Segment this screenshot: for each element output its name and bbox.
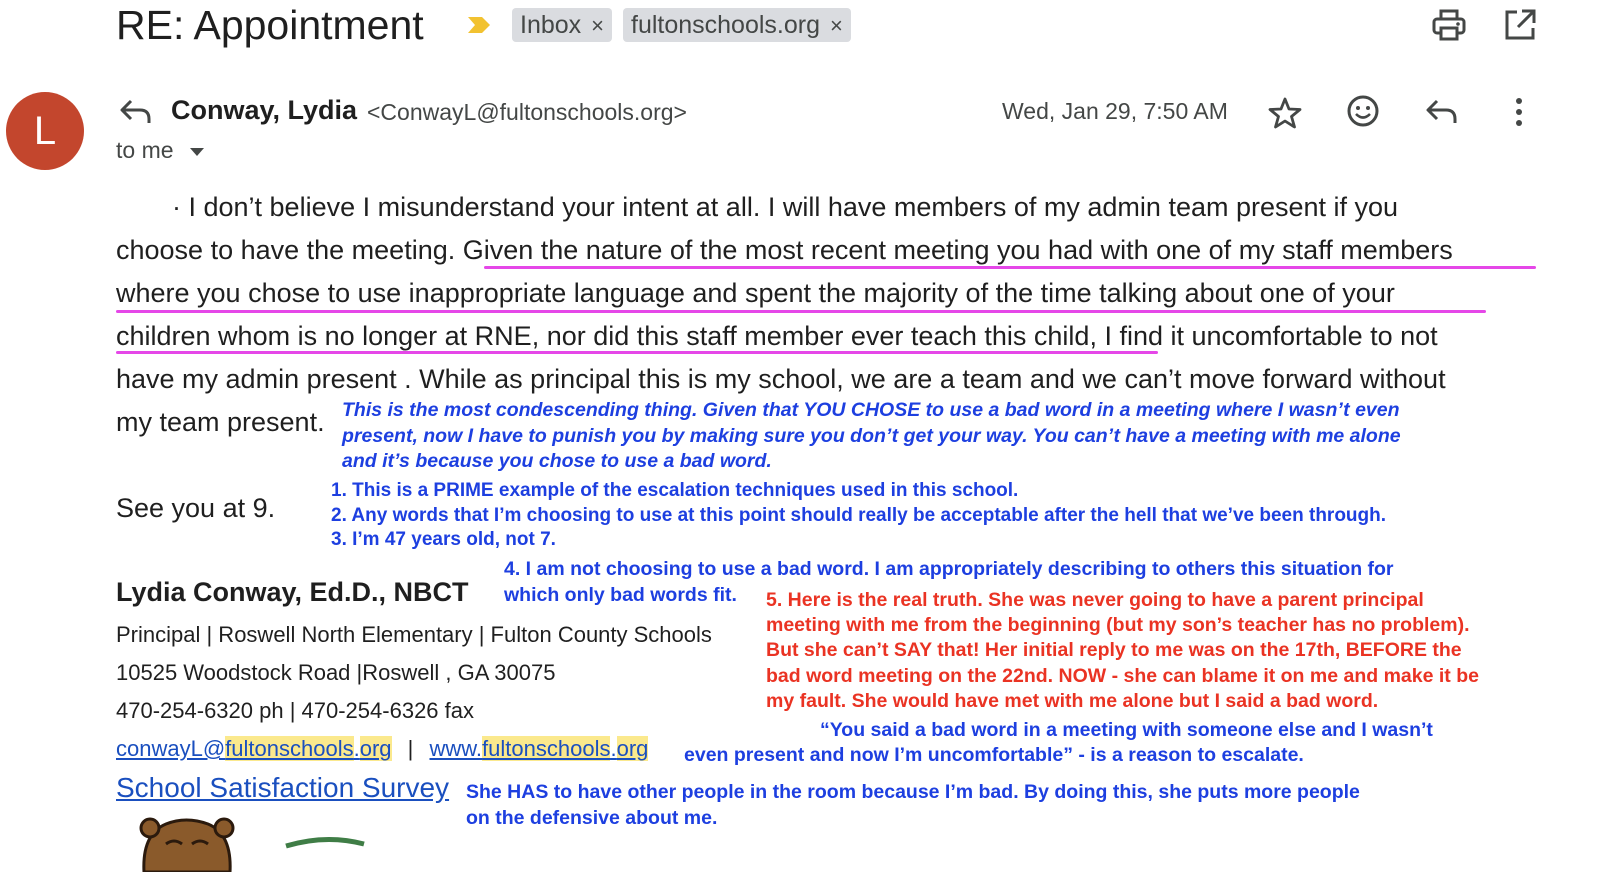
label-chip-inbox <box>512 8 612 42</box>
body-line-6: my team present. <box>116 407 325 437</box>
label-chip-text: Inbox <box>520 11 582 39</box>
sender-name[interactable]: Conway, Lydia <box>171 95 358 125</box>
body-closing: See you at 9. <box>116 493 276 523</box>
emoji-reaction-icon[interactable] <box>1345 93 1381 129</box>
school-mascot-logo-icon <box>136 814 376 872</box>
chevron-down-icon[interactable] <box>188 146 206 158</box>
reply-indicator-icon <box>118 97 152 127</box>
sender-avatar[interactable]: L <box>6 92 84 170</box>
open-in-new-window-icon[interactable] <box>1502 7 1538 43</box>
annotation-note-4: 5. Here is the real truth. She was never going to have a parent principal meeting with me from the beginning (but my son’s teacher has no problem). But she can’t SAY that! Her initial reply to me was on the 17th, BEFORE the bad word meeting on the 22nd. NOW - she can blame it on me and make it be my fault. She would have met with me alone but I said a bad word. <box>766 589 1479 712</box>
annotation-note-6: She HAS to have other people in the room because I’m bad. By doing this, she puts more people on the defensive about me. <box>466 781 1360 829</box>
survey-link[interactable]: School Satisfaction Survey <box>116 772 450 803</box>
body-line-4: children whom is no longer at RNE, nor did this staff member ever teach this child, I find it uncomfortable to not <box>116 321 1438 351</box>
annotation-underline <box>484 266 1536 269</box>
body-line-1: · I don’t believe I misunderstand your intent at all. I will have members of my admin team present if you <box>172 192 1399 222</box>
email-subject: RE: Appointment <box>116 2 424 48</box>
sender-email: <ConwayL@fultonschools.org> <box>367 99 687 125</box>
reply-icon[interactable] <box>1424 97 1458 127</box>
signature-website-link[interactable]: www.fultonschools.org <box>429 736 649 761</box>
annotation-note-5: “You said a bad word in a meeting with someone else and I wasn’t even present and now I’m uncomfortable” - is a reason to escalate. <box>684 719 1433 766</box>
recipient-label: to me <box>116 137 174 163</box>
annotation-underline <box>116 351 1158 354</box>
importance-marker-icon[interactable] <box>466 15 492 35</box>
email-date: Wed, Jan 29, 7:50 AM <box>1002 98 1228 124</box>
signature-name: Lydia Conway, Ed.D., NBCT <box>116 577 469 607</box>
annotation-note-2: 1. This is a PRIME example of the escalation techniques used in this school. 2. Any words that I’m choosing to use at this point should really be acceptable after the hell that we’ve been through. 3. I’m 47 years old, not 7. <box>331 480 1387 550</box>
signature-title: Principal | Roswell North Elementary | Fulton County Schools <box>116 622 712 647</box>
body-line-5: have my admin present . While as principal this is my school, we are a team and we can’t move forward without <box>116 364 1446 394</box>
annotation-underline <box>116 310 1486 313</box>
star-icon[interactable] <box>1267 95 1303 131</box>
recipient-toggle[interactable] <box>116 137 206 164</box>
annotation-note-1: This is the most condescending thing. Given that YOU CHOSE to use a bad word in a meeting where I wasn’t even present, now I have to punish you by making sure you don’t get your way. You can’t have a meeting with me alone and it’s because you chose to use a bad word. <box>342 399 1401 472</box>
remove-label-icon[interactable]: × <box>830 13 843 38</box>
signature-links <box>116 736 648 762</box>
signature-address: 10525 Woodstock Road |Roswell , GA 30075 <box>116 660 556 685</box>
annotation-note-3: 4. I am not choosing to use a bad word. I am appropriately describing to others this situation for which only bad words fit. <box>504 558 1394 606</box>
remove-label-icon[interactable]: × <box>591 13 605 38</box>
signature-separator: | <box>407 736 414 761</box>
more-vert-icon[interactable] <box>1509 96 1529 128</box>
body-line-2: choose to have the meeting. Given the nature of the most recent meeting you had with one of my staff members <box>116 235 1453 265</box>
signature-phone: 470-254-6320 ph | 470-254-6326 fax <box>116 698 474 723</box>
label-chip-fultonschools <box>623 8 851 42</box>
body-line-3: where you chose to use inappropriate language and spent the majority of the time talking about one of your <box>116 278 1395 308</box>
print-icon[interactable] <box>1431 7 1467 43</box>
signature-email-link[interactable]: conwayL@fultonschools.org <box>116 736 392 761</box>
label-chip-text: fultonschools.org <box>631 11 821 39</box>
